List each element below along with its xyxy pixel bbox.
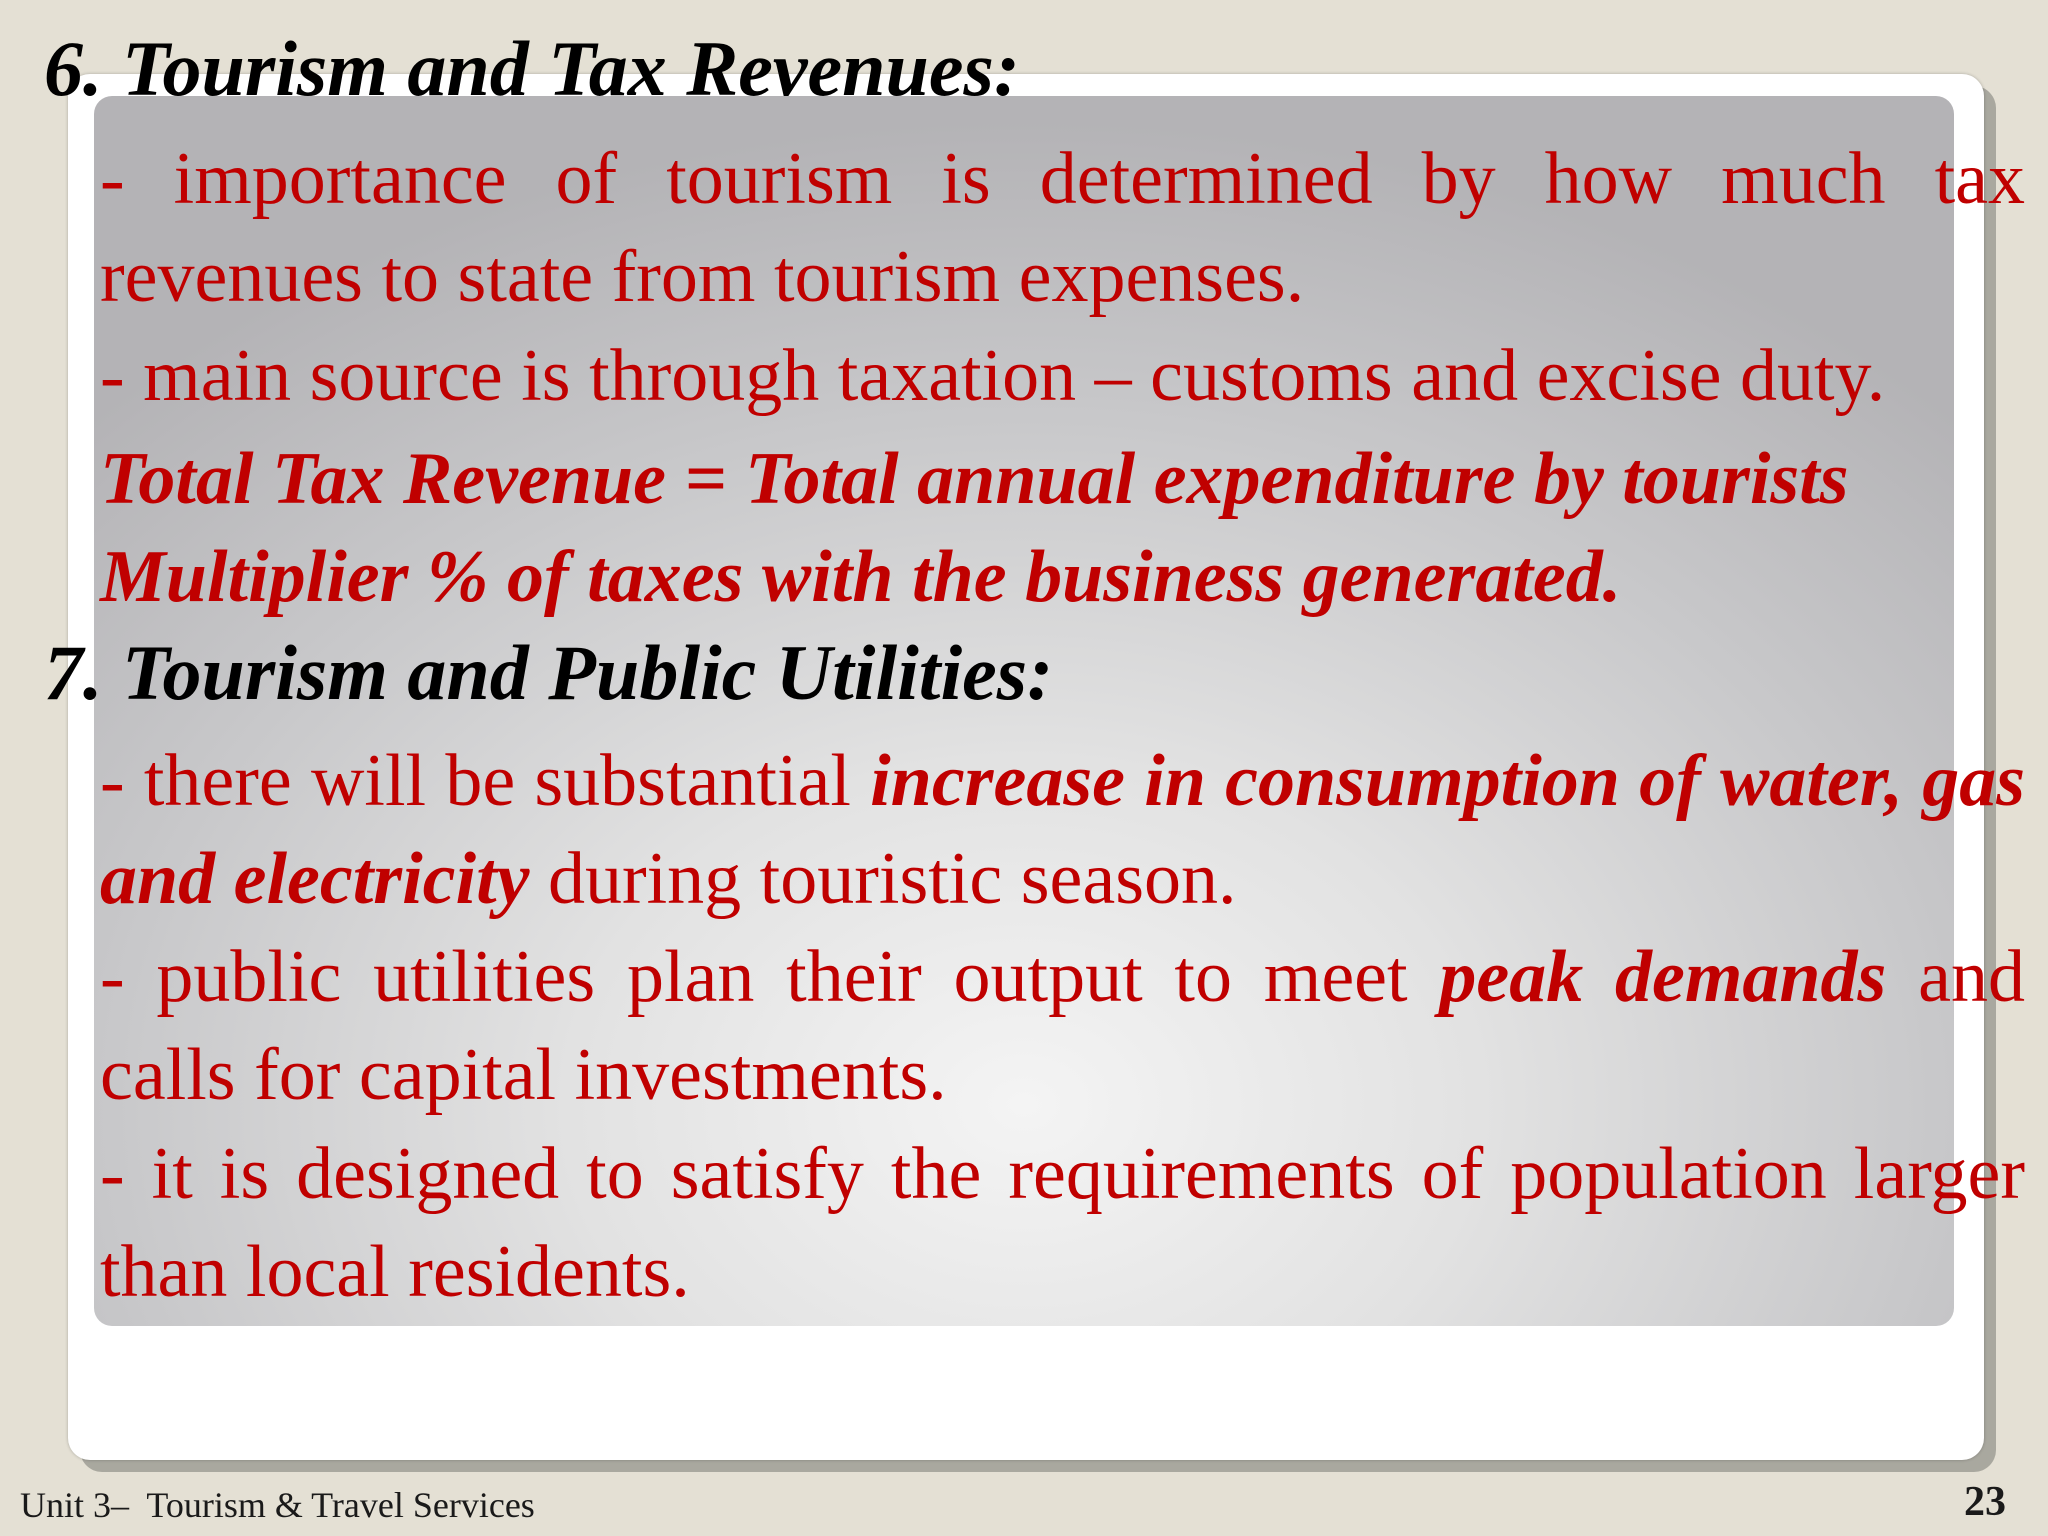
bullet-utility-consumption-post: during touristic season. bbox=[529, 838, 1237, 920]
section-heading-public-utilities: 7. Tourism and Public Utilities: bbox=[44, 629, 1054, 716]
footer-page-number: 23 bbox=[1964, 1479, 2006, 1525]
bullet-designed-for-population: - it is designed to satisfy the requirements of population larger than local residents. bbox=[100, 1133, 2025, 1313]
bullet-importance-of-tourism: - importance of tourism is determined by how much tax revenues to state from tourism expenses. bbox=[100, 138, 2025, 318]
bullet-main-source-taxation: - main source is through taxation – customs and excise duty. bbox=[100, 335, 1886, 417]
formula-line-1: Total Tax Revenue = Total annual expenditure by tourists bbox=[100, 438, 1849, 520]
bullet-peak-demands-pre: - public utilities plan their output to meet bbox=[100, 936, 1440, 1018]
bullet-utility-consumption bbox=[100, 732, 2025, 928]
tax-revenue-formula bbox=[100, 430, 2025, 626]
section-heading-tax-revenues: 6. Tourism and Tax Revenues: bbox=[44, 25, 1020, 112]
footer-unit-label: Unit 3– Tourism & Travel Services bbox=[20, 1485, 535, 1525]
bullet-utility-consumption-pre: - there will be substantial bbox=[100, 740, 871, 822]
bullet-peak-demands bbox=[100, 928, 2025, 1124]
bullet-utility-consumption-emphasis: increase in consumption of water, gas and electricity bbox=[100, 740, 2025, 920]
formula-line-2: Multiplier % of taxes with the business generated. bbox=[100, 536, 1622, 618]
bullet-peak-demands-emphasis: peak demands bbox=[1439, 936, 1887, 1018]
bullet-peak-demands-post: and calls for capital investments. bbox=[100, 936, 2026, 1116]
